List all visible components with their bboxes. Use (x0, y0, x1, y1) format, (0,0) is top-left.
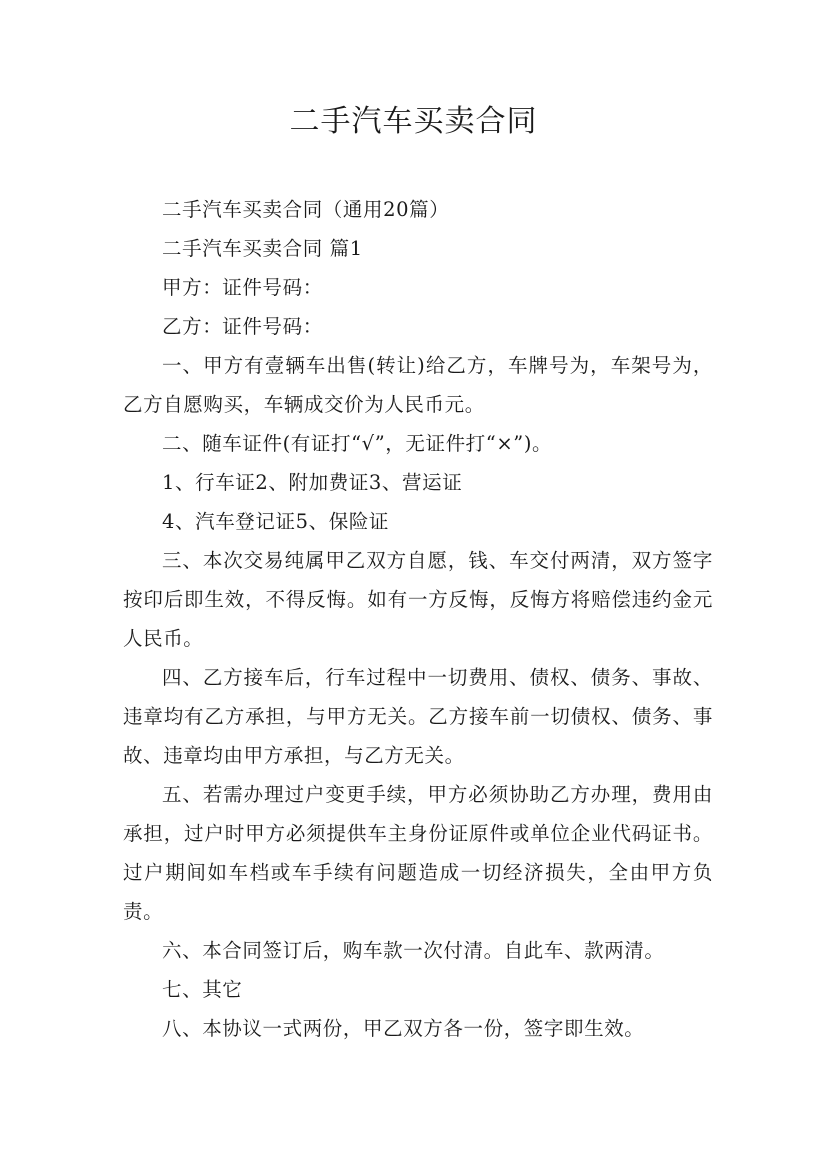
paragraph-party-a: 甲方：证件号码： (162, 276, 323, 299)
document-title: 二手汽车买卖合同 (289, 104, 538, 139)
paragraph-clause-5: 五、若需办理过户变更手续，甲方必须协助乙方办理，费用由承担，过户时甲方必须提供车主身份证原件或单位企业代码证书。过户期间如车档或车手续有问题造成一切经济损失，全由甲方负责。 (123, 783, 713, 923)
paragraph-heading: 二手汽车买卖合同（通用20篇） (162, 198, 450, 221)
paragraph-section-title: 二手汽车买卖合同 篇1 (162, 237, 363, 260)
paragraph-documents-list-1: 1、行车证2、附加费证3、营运证 (162, 471, 463, 494)
paragraph-documents-list-2: 4、汽车登记证5、保险证 (162, 510, 390, 533)
paragraph-clause-2: 二、随车证件(有证打“√”，无证件打“×”)。 (162, 432, 553, 455)
paragraph-clause-6: 六、本合同签订后，购车款一次付清。自此车、款两清。 (162, 939, 665, 962)
paragraph-clause-7: 七、其它 (162, 978, 243, 1001)
paragraph-clause-4: 四、乙方接车后，行车过程中一切费用、债权、债务、事故、违章均有乙方承担，与甲方无关。乙方接车前一切债权、债务、事故、违章均由甲方承担，与乙方无关。 (123, 666, 713, 767)
paragraph-party-b: 乙方：证件号码： (162, 315, 323, 338)
paragraph-clause-3: 三、本次交易纯属甲乙双方自愿，钱、车交付两清，双方签字按印后即生效，不得反悔。如有一方反悔，反悔方将赔偿违约金元人民币。 (123, 549, 713, 650)
document-body (123, 190, 713, 1048)
paragraph-clause-1: 一、甲方有壹辆车出售(转让)给乙方，车牌号为，车架号为，乙方自愿购买，车辆成交价为人民币元。 (123, 354, 713, 416)
paragraph-clause-8: 八、本协议一式两份，甲乙双方各一份，签字即生效。 (162, 1017, 645, 1040)
